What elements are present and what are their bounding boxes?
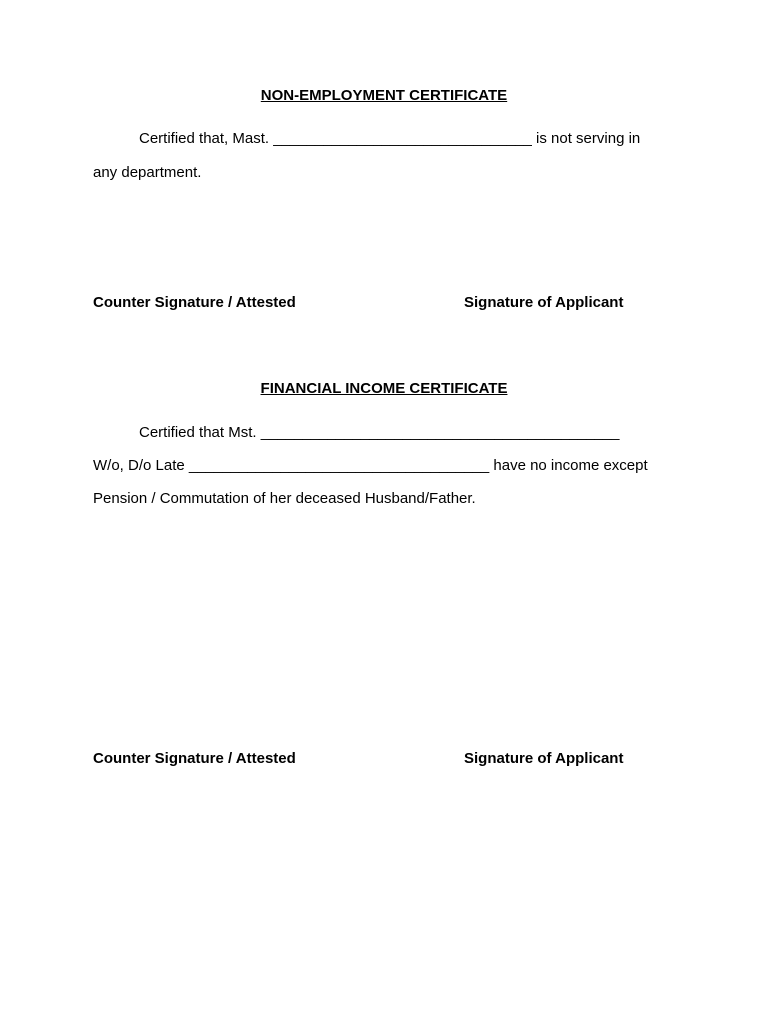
wo-do-late-label: W/o, D/o Late (93, 457, 185, 474)
counter-signature-label-2: Counter Signature / Attested (93, 750, 296, 767)
certified-mast-label: Certified that, Mast. (139, 130, 270, 147)
no-income-label: have no income except (493, 457, 648, 474)
late-name-blank: ____________________________________ (188, 457, 490, 474)
non-employment-certificate-title: NON-EMPLOYMENT CERTIFICATE (260, 87, 508, 104)
mst-name-blank: ___________________________________________ (260, 424, 620, 441)
financial-income-line-1 (139, 424, 619, 442)
non-employment-line-1 (139, 130, 640, 148)
applicant-signature-label-1: Signature of Applicant (464, 294, 624, 311)
certified-mst-label: Certified that Mst. (139, 424, 257, 441)
financial-income-line-2 (93, 457, 648, 475)
financial-income-line-3: Pension / Commutation of her deceased Husband/Father. (93, 490, 476, 507)
financial-income-certificate-title: FINANCIAL INCOME CERTIFICATE (260, 380, 508, 397)
not-serving-label: is not serving in (536, 130, 641, 147)
applicant-signature-label-2: Signature of Applicant (464, 750, 624, 767)
counter-signature-label-1: Counter Signature / Attested (93, 294, 296, 311)
non-employment-line-2: any department. (93, 164, 202, 181)
mast-name-blank: _______________________________ (273, 130, 532, 147)
